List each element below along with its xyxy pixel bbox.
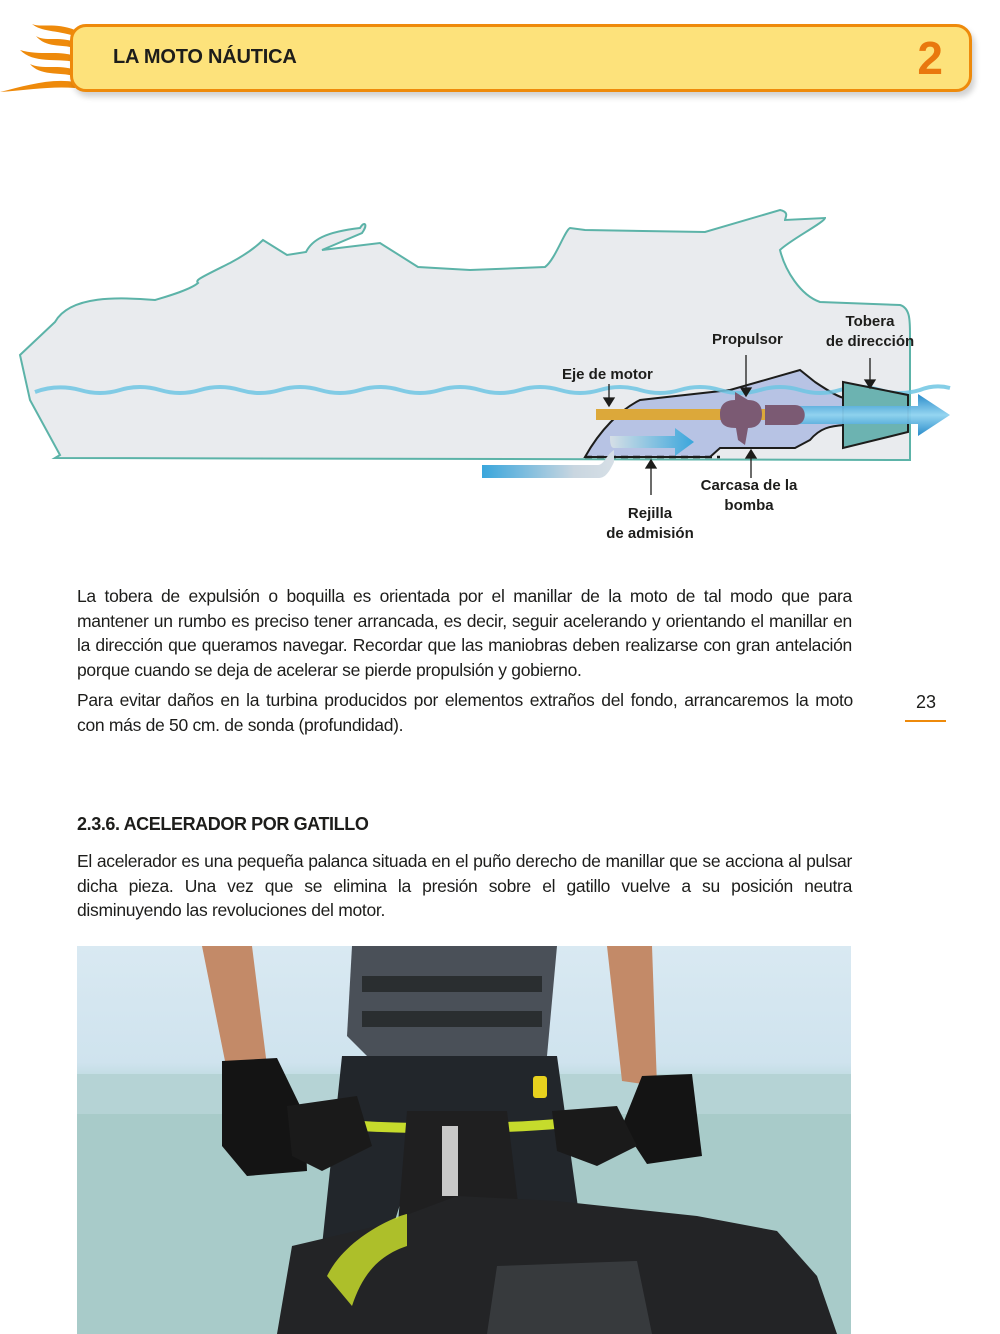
left-arm [202,946,267,1071]
label-carcasa-line2: bomba [724,497,774,514]
label-rejilla [598,504,702,544]
throttle-photo [77,946,851,1334]
label-propulsor: Propulsor [712,331,783,348]
label-tobera-line2: de dirección [825,333,915,350]
chapter-title: LA MOTO NÁUTICA [113,46,297,68]
column-clamp [442,1126,458,1196]
paragraph-turbine: Para evitar daños en la turbina producidos por elementos extraños del fondo, arrancaremos la moto con más de 50 cm. de sonda (profundidad). [77,690,853,735]
label-eje-de-motor: Eje de motor [562,366,653,383]
label-rejilla-line2: de admisión [606,525,694,542]
page-number: 23 [915,692,937,712]
paragraph-throttle: El acelerador es una pequeña palanca situada en el puño derecho de manillar que se acciona al pulsar dicha pieza. Una vez que se elimina la presión sobre el gatillo vuelve a su posición neutra disminuyendo las revoluciones del motor. [77,851,852,920]
label-rejilla-line1: Rejilla [627,505,673,522]
jet-pump-diagram [0,200,1000,550]
chapter-banner [70,24,972,92]
label-tobera-line1: Tobera [845,313,895,330]
safety-lanyard [533,1076,547,1098]
page-number-rule [905,720,946,722]
impeller-cone [765,405,805,425]
chapter-header [0,0,1000,110]
label-tobera [820,312,920,352]
paragraph-nozzle: La tobera de expulsión o boquilla es orientada por el manillar de la moto de tal modo que para mantener un rumbo es preciso tener arrancada, es decir, seguir acelerando y orientando el manillar en la dirección que queramos navegar. Recordar que las maniobras deben realizarse con gran antelación porque cuando se deja de acelerar se pierde propulsión y gobierno. [77,586,852,680]
label-carcasa [694,476,804,516]
label-carcasa-line1: Carcasa de la [700,477,798,494]
right-arm [607,946,657,1086]
chapter-number: 2 [917,32,943,84]
section-heading: 2.3.6. ACELERADOR POR GATILLO [77,814,369,834]
photo-illustration [77,946,851,1334]
jet-ski-schematic [0,200,1000,550]
